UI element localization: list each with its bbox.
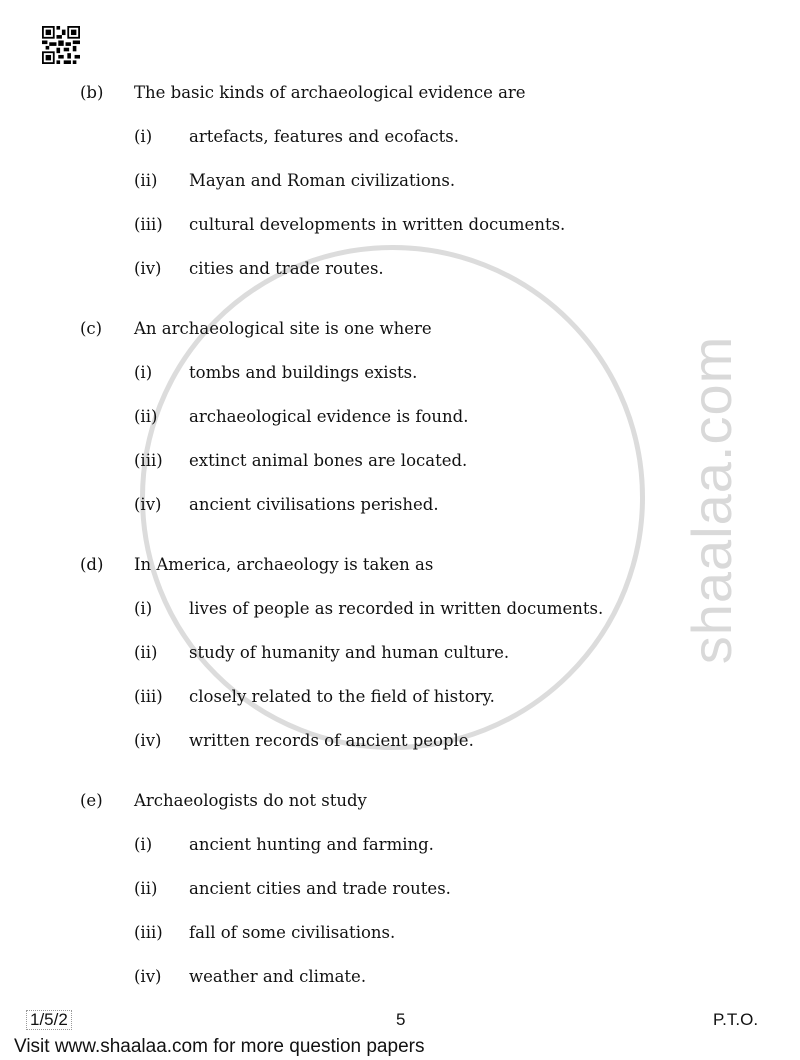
question <box>0 82 800 302</box>
option-row <box>0 258 800 302</box>
question-letter: (b) <box>80 83 104 102</box>
question-stem-row <box>0 790 800 834</box>
question-stem-row <box>0 82 800 126</box>
option-text: extinct animal bones are located. <box>189 451 468 470</box>
question-stem: Archaeologists do not study <box>134 791 367 810</box>
option-number: (iv) <box>134 731 162 750</box>
option-text: Mayan and Roman civilizations. <box>189 171 456 190</box>
option-row <box>0 834 800 878</box>
option-row <box>0 450 800 494</box>
question-stem: An archaeological site is one where <box>134 319 432 338</box>
question-letter: (e) <box>80 791 103 810</box>
option-row <box>0 966 800 1010</box>
qr-code-icon <box>42 26 80 64</box>
option-row <box>0 686 800 730</box>
option-number: (i) <box>134 835 153 854</box>
option-number: (ii) <box>134 879 158 898</box>
question-letter: (c) <box>80 319 103 338</box>
option-row <box>0 642 800 686</box>
page-number: 5 <box>396 1010 406 1029</box>
option-text: ancient cities and trade routes. <box>189 879 451 898</box>
option-text: cities and trade routes. <box>189 259 384 278</box>
option-text: tombs and buildings exists. <box>189 363 418 382</box>
question <box>0 318 800 538</box>
option-number: (iii) <box>134 687 163 706</box>
option-text: fall of some civilisations. <box>189 923 396 942</box>
option-text: artefacts, features and ecofacts. <box>189 127 459 146</box>
option-number: (iii) <box>134 923 163 942</box>
paper-code: 1/5/2 <box>26 1010 72 1030</box>
option-row <box>0 730 800 774</box>
option-number: (iii) <box>134 451 163 470</box>
question-stem-row <box>0 554 800 598</box>
watermark-text: shaalaa.com <box>680 335 743 665</box>
option-text: cultural developments in written documents. <box>189 215 566 234</box>
option-number: (iv) <box>134 259 162 278</box>
page-footer <box>0 1008 800 1060</box>
question <box>0 790 800 1010</box>
question <box>0 554 800 774</box>
option-number: (iv) <box>134 495 162 514</box>
option-text: weather and climate. <box>189 967 367 986</box>
option-number: (iii) <box>134 215 163 234</box>
option-text: study of humanity and human culture. <box>189 643 510 662</box>
question-letter: (d) <box>80 555 104 574</box>
option-number: (ii) <box>134 171 158 190</box>
visit-link[interactable]: Visit www.shaalaa.com for more question papers <box>14 1036 425 1057</box>
option-number: (iv) <box>134 967 162 986</box>
option-row <box>0 170 800 214</box>
option-text: ancient civilisations perished. <box>189 495 439 514</box>
option-text: archaeological evidence is found. <box>189 407 469 426</box>
option-number: (ii) <box>134 407 158 426</box>
option-row <box>0 214 800 258</box>
option-number: (i) <box>134 599 153 618</box>
option-text: closely related to the field of history. <box>189 687 495 706</box>
question-stem: In America, archaeology is taken as <box>134 555 434 574</box>
question-stem: The basic kinds of archaeological evidence are <box>134 83 526 102</box>
option-row <box>0 406 800 450</box>
option-row <box>0 494 800 538</box>
option-row <box>0 598 800 642</box>
option-number: (i) <box>134 363 153 382</box>
pto-label: P.T.O. <box>713 1010 759 1029</box>
option-text: written records of ancient people. <box>189 731 474 750</box>
question-list <box>0 82 800 1026</box>
option-row <box>0 126 800 170</box>
option-number: (i) <box>134 127 153 146</box>
option-row <box>0 362 800 406</box>
option-row <box>0 922 800 966</box>
option-row <box>0 878 800 922</box>
question-stem-row <box>0 318 800 362</box>
option-text: lives of people as recorded in written documents. <box>189 599 604 618</box>
option-number: (ii) <box>134 643 158 662</box>
option-text: ancient hunting and farming. <box>189 835 434 854</box>
